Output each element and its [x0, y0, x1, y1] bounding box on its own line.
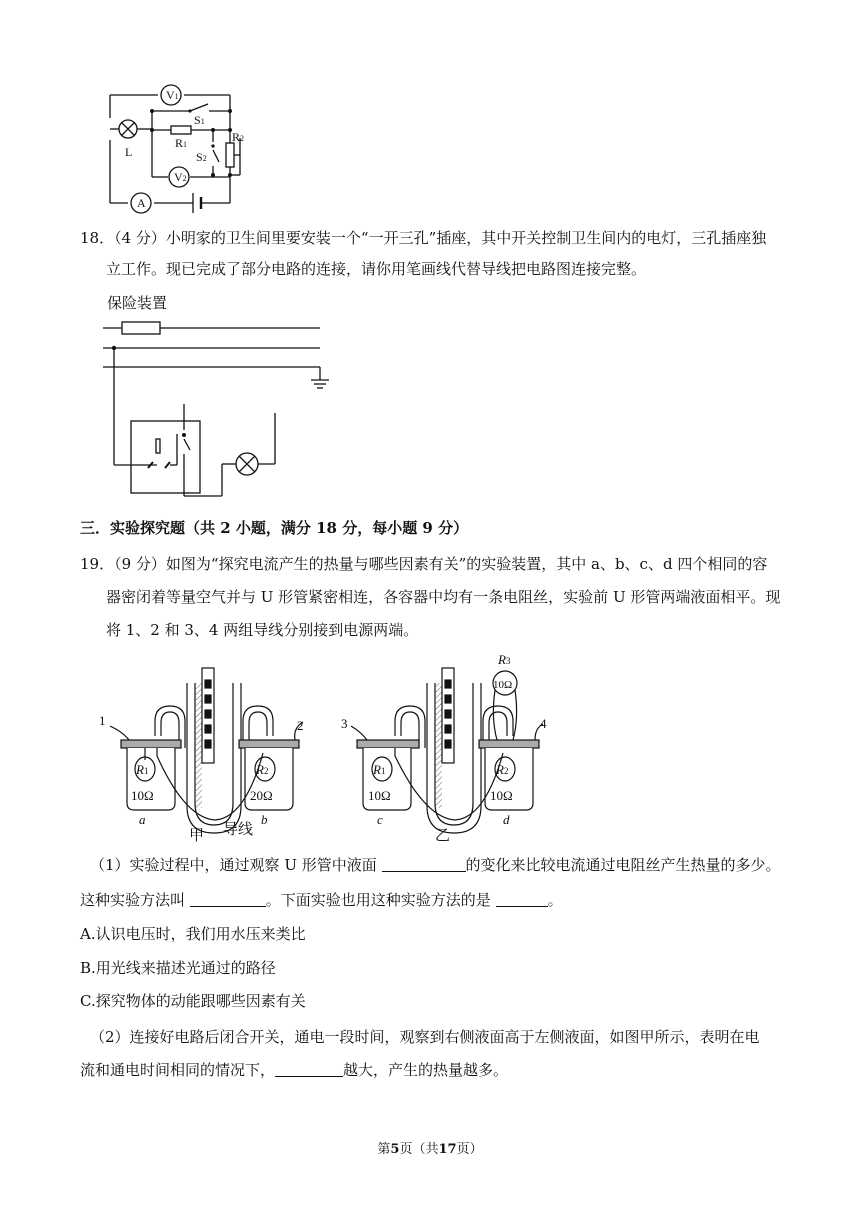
resistor-r2-label-b: R [256, 762, 264, 777]
figure-yi-label: 乙 [435, 828, 451, 844]
container-c-label: c [377, 812, 383, 827]
container-d-label: d [503, 812, 510, 827]
answer-blank-2[interactable] [190, 892, 266, 907]
wire-label-2: 2 [297, 718, 304, 733]
svg-text:R2: R2 [496, 762, 509, 777]
wire-label-3: 3 [341, 716, 348, 731]
wire-label-4: 4 [540, 716, 547, 731]
lamp-label: L [125, 145, 133, 159]
resistance-d: 10Ω [490, 788, 513, 803]
q19-part1-line2: 这种实验方法叫 。下面实验也用这种实验方法的是 。 [80, 891, 563, 909]
ammeter-label: A [137, 196, 146, 210]
section3-title: 三．实验探究题（共 2 小题，满分 18 分，每小题 9 分） [80, 519, 469, 537]
q18-line1: 18．（4 分）小明家的卫生间里要安装一个“一开三孔”插座，其中开关控制卫生间内的电灯，三孔插座独 [80, 229, 767, 247]
q19-line1: 19．（9 分）如图为“探究电流产生的热量与哪些因素有关”的实验装置，其中 a、b、c、d 四个相同的容 [80, 555, 768, 573]
resistance-r3: 10Ω [493, 679, 513, 691]
option-b: B.用光线来描述光通过的路径 [80, 959, 276, 977]
page-number: 5 [390, 1142, 400, 1157]
svg-text:R1: R1 [373, 762, 386, 777]
svg-text:S2: S2 [196, 150, 207, 164]
wire-daoxian-label: 导线 [223, 822, 254, 838]
svg-text:R2: R2 [232, 130, 245, 144]
container-b-label: b [261, 812, 268, 827]
s2-label: S [196, 150, 203, 164]
figure-jia-label: 甲 [189, 828, 205, 844]
resistance-a: 10Ω [131, 788, 154, 803]
answer-blank-3[interactable] [496, 892, 548, 907]
resistor-r1-label-c: R [373, 762, 381, 777]
fuse-device-label: 保险装置 [107, 296, 168, 312]
resistor-r3-label: R [498, 652, 506, 667]
q18-line2: 立工作。现已完成了部分电路的连接，请你用笔画线代替导线把电路图连接完整。 [106, 260, 647, 278]
q19-line2: 器密闭着等量空气并与 U 形管紧密相连，各容器中均有一条电阻丝，实验前 U 形管两端液面相平。现 [106, 588, 781, 606]
v2-label: V [174, 170, 183, 184]
container-a-label: a [139, 812, 146, 827]
svg-text:R2: R2 [256, 762, 269, 777]
s1-label: S [194, 113, 201, 127]
svg-text:R1: R1 [136, 762, 149, 777]
q19-line3: 将 1、2 和 3、4 两组导线分别接到电源两端。 [106, 621, 419, 639]
v1-label: V [166, 88, 175, 102]
svg-text:R1: R1 [175, 136, 188, 150]
svg-text:V1: V1 [166, 88, 179, 102]
option-a: A.认识电压时，我们用水压来类比 [80, 925, 306, 943]
r1-label: R [175, 136, 184, 150]
option-c: C.探究物体的动能跟哪些因素有关 [80, 992, 306, 1010]
page-footer: 第5页（共17页） [377, 1142, 483, 1157]
wire-label-1: 1 [99, 713, 106, 728]
resistor-r1-label-a: R [136, 762, 144, 777]
resistance-b: 20Ω [250, 788, 273, 803]
svg-text:V2: V2 [174, 170, 187, 184]
answer-blank-4[interactable] [275, 1062, 343, 1077]
resistance-c: 10Ω [368, 788, 391, 803]
q19-part2-line1: （2）连接好电路后闭合开关，通电一段时间，观察到右侧液面高于左侧液面，如图甲所示，表明在电 [90, 1028, 760, 1046]
answer-blank-1[interactable] [382, 857, 466, 872]
q19-part2-line2: 流和通电时间相同的情况下， 越大，产生的热量越多。 [80, 1061, 509, 1079]
q19-part1-line1: （1）实验过程中，通过观察 U 形管中液面 的变化来比较电流通过电阻丝产生热量的多少。 [90, 856, 781, 874]
r2-label: R [232, 130, 241, 144]
total-pages: 17 [438, 1142, 457, 1157]
svg-text:S1: S1 [194, 113, 205, 127]
circuit-diagram-q17 [95, 80, 265, 215]
resistor-r2-label-d: R [496, 762, 504, 777]
svg-text:R3: R3 [498, 652, 511, 667]
household-circuit-q18 [95, 290, 345, 505]
joule-heating-apparatus [95, 648, 555, 844]
